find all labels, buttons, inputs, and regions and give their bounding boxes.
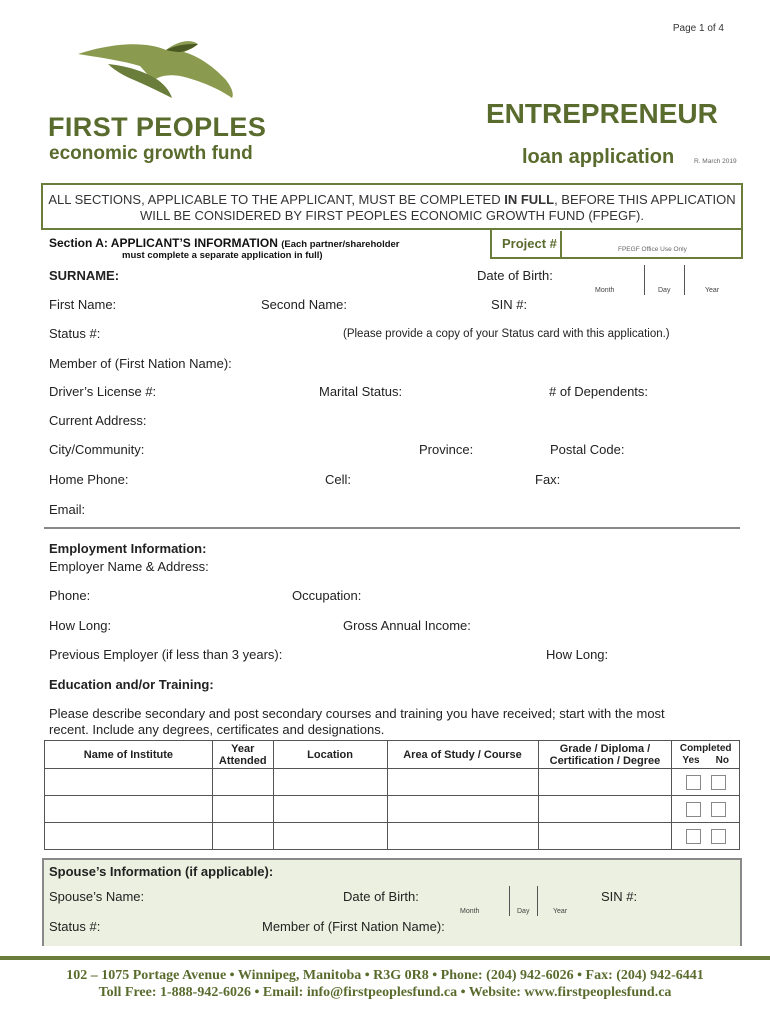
- spouse-member-of-label: Member of (First Nation Name):: [262, 919, 445, 934]
- project-divider: [560, 231, 562, 259]
- col-institute: Name of Institute: [45, 741, 213, 769]
- location-cell[interactable]: [273, 823, 387, 850]
- home-phone-label: Home Phone:: [49, 472, 129, 487]
- completed-cell: [672, 796, 740, 823]
- second-name-label: Second Name:: [261, 297, 347, 312]
- col-completed-label: Completed: [679, 742, 732, 754]
- org-name-line1: FIRST PEOPLES: [48, 112, 267, 142]
- notice-emphasis: IN FULL: [504, 192, 555, 207]
- surname-label: SURNAME:: [49, 268, 120, 283]
- office-use-label: FPEGF Office Use Only: [618, 246, 687, 253]
- study-cell[interactable]: [387, 769, 538, 796]
- employment-heading: Employment Information:: [49, 541, 207, 556]
- study-cell[interactable]: [387, 796, 538, 823]
- province-label: Province:: [419, 442, 474, 457]
- completed-no-checkbox[interactable]: [711, 829, 726, 844]
- col-year-line2: Attended: [218, 754, 267, 767]
- year-cell[interactable]: [212, 796, 273, 823]
- drivers-license-label: Driver’s License #:: [49, 384, 157, 399]
- grade-cell[interactable]: [538, 796, 672, 823]
- section-divider: [44, 527, 740, 529]
- footer-rule: [0, 956, 770, 960]
- col-year-line1: Year: [231, 742, 255, 755]
- completed-no-checkbox[interactable]: [711, 775, 726, 790]
- first-name-label: First Name:: [49, 297, 117, 312]
- marital-status-label: Marital Status:: [319, 384, 403, 399]
- col-location: Location: [273, 741, 387, 769]
- education-instructions-2: recent. Include any degrees, certificates and designations.: [49, 722, 385, 737]
- employer-label: Employer Name & Address:: [49, 559, 209, 574]
- section-a-note-2: must complete a separate application in full): [122, 250, 323, 261]
- spouse-dob-divider-2: [537, 886, 538, 916]
- page-number: Page 1 of 4: [672, 23, 724, 34]
- project-number-label: Project #: [502, 236, 557, 251]
- col-grade-line2: Certification / Degree: [549, 754, 661, 767]
- table-row: [45, 769, 740, 796]
- dob-day-label: Day: [658, 287, 671, 294]
- completed-cell: [672, 769, 740, 796]
- education-table: [44, 740, 740, 850]
- notice-text-after: , BEFORE THIS APPLICATION WILL BE CONSIDERED BY FIRST PEOPLES ECONOMIC GROWTH FUND (FPEGF).: [140, 192, 736, 223]
- location-cell[interactable]: [273, 796, 387, 823]
- institute-cell[interactable]: [45, 796, 213, 823]
- col-completed: [672, 741, 740, 769]
- year-cell[interactable]: [212, 769, 273, 796]
- col-grade-line1: Grade / Diploma /: [559, 742, 651, 755]
- prev-how-long-label: How Long:: [546, 647, 609, 662]
- section-a-note-1: (Each partner/shareholder: [281, 239, 400, 250]
- how-long-label: How Long:: [49, 618, 112, 633]
- dependents-label: # of Dependents:: [549, 384, 649, 399]
- fax-label: Fax:: [535, 472, 561, 487]
- col-grade: [538, 741, 672, 769]
- gross-income-label: Gross Annual Income:: [343, 618, 471, 633]
- org-name-line2: economic growth fund: [49, 143, 253, 164]
- spouse-dob-year: Year: [553, 908, 568, 915]
- section-a-label: Section A: APPLICANT’S INFORMATION: [49, 236, 278, 250]
- table-row: [45, 823, 740, 850]
- form-subtitle: loan application: [522, 146, 675, 168]
- current-address-label: Current Address:: [49, 413, 147, 428]
- city-label: City/Community:: [49, 442, 145, 457]
- spouse-heading: Spouse’s Information (if applicable):: [49, 864, 274, 879]
- col-no-label: No: [715, 754, 729, 766]
- table-row: [45, 796, 740, 823]
- notice-text-before: ALL SECTIONS, APPLICABLE TO THE APPLICANT, MUST BE COMPLETED: [48, 192, 505, 207]
- education-heading: Education and/or Training:: [49, 677, 214, 692]
- previous-employer-label: Previous Employer (if less than 3 years):: [49, 647, 283, 662]
- spouse-dob-label: Date of Birth:: [343, 889, 419, 904]
- dob-month-label: Month: [595, 287, 615, 294]
- completed-yes-checkbox[interactable]: [686, 775, 701, 790]
- dob-label: Date of Birth:: [477, 268, 553, 283]
- revision-date: R. March 2019: [694, 158, 737, 165]
- completed-no-checkbox[interactable]: [711, 802, 726, 817]
- dob-divider-1: [644, 265, 645, 295]
- status-note: (Please provide a copy of your Status card with this application.): [343, 328, 670, 340]
- section-a-heading: [49, 236, 400, 250]
- grade-cell[interactable]: [538, 823, 672, 850]
- dob-year-label: Year: [705, 287, 720, 294]
- col-year: [212, 741, 273, 769]
- spouse-name-label: Spouse’s Name:: [49, 889, 145, 904]
- spouse-sin-label: SIN #:: [601, 889, 638, 904]
- status-label: Status #:: [49, 326, 101, 341]
- dob-divider-2: [684, 265, 685, 295]
- sin-label: SIN #:: [491, 297, 528, 312]
- form-title: ENTREPRENEUR: [486, 98, 718, 129]
- education-instructions-1: Please describe secondary and post secondary courses and training you have received; start with the most: [49, 706, 665, 721]
- postal-code-label: Postal Code:: [550, 442, 625, 457]
- email-label: Email:: [49, 502, 86, 517]
- institute-cell[interactable]: [45, 823, 213, 850]
- spouse-dob-month: Month: [460, 908, 480, 915]
- occupation-label: Occupation:: [292, 588, 362, 603]
- member-of-label: Member of (First Nation Name):: [49, 356, 232, 371]
- footer-contact: Toll Free: 1-888-942-6026 • Email: info@firstpeoplesfund.ca • Website: www.firstpeoplesfund.ca: [98, 985, 672, 1000]
- study-cell[interactable]: [387, 823, 538, 850]
- spouse-dob-divider-1: [509, 886, 510, 916]
- col-yes-label: Yes: [682, 754, 700, 766]
- table-header-row: [45, 741, 740, 769]
- completed-yes-checkbox[interactable]: [686, 802, 701, 817]
- completed-yes-checkbox[interactable]: [686, 829, 701, 844]
- employer-phone-label: Phone:: [49, 588, 91, 603]
- institute-cell[interactable]: [45, 769, 213, 796]
- footer-address: 102 – 1075 Portage Avenue • Winnipeg, Manitoba • R3G 0R8 • Phone: (204) 942-6026 • Fax: (204) 942-6441: [66, 968, 704, 983]
- spouse-dob-day: Day: [517, 908, 530, 915]
- location-cell[interactable]: [273, 769, 387, 796]
- spouse-status-label: Status #:: [49, 919, 101, 934]
- cell-label: Cell:: [325, 472, 352, 487]
- year-cell[interactable]: [212, 823, 273, 850]
- grade-cell[interactable]: [538, 769, 672, 796]
- completion-notice: [41, 183, 743, 230]
- col-study: Area of Study / Course: [387, 741, 538, 769]
- completed-cell: [672, 823, 740, 850]
